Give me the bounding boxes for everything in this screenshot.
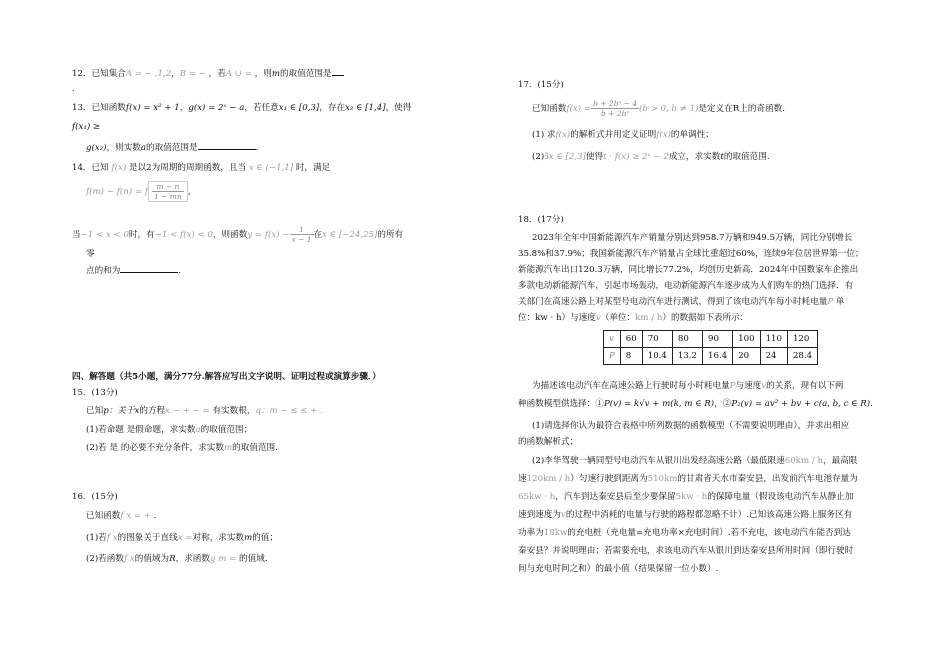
q17-odd: 是定义在R上的奇函数. [698, 104, 785, 114]
q18-para1-line6 [518, 312, 893, 325]
table-cell: 100 [733, 331, 760, 348]
q18-reserve: 5kw · h [675, 492, 708, 502]
q13-exists: ，存在 [319, 103, 346, 113]
q18-item2-line2 [518, 473, 893, 486]
q14-yfun: y = f(x) − [247, 230, 290, 240]
q14-interval: x ∈ [−24,25] [322, 230, 378, 240]
q14-line2-end: ， [187, 187, 197, 197]
q14-frac-den: 1 − mn [153, 192, 182, 201]
q15-item1-b: 是假命题，求实数 [126, 425, 196, 435]
q15-item2-b: 是 [109, 443, 119, 453]
q14-fx: f(x) [111, 163, 127, 173]
q14-line3 [72, 225, 492, 244]
q12-text: 12．已知集合 [72, 69, 126, 79]
table-cell: 110 [760, 331, 787, 348]
q17-item2 [518, 151, 893, 164]
table-cell: 8 [620, 348, 642, 365]
q12-m: m [271, 69, 281, 79]
q14-yfrac-num: 1 [290, 225, 314, 235]
q18-para2-a: 为描述该电动汽车在高速公路上行驶时每小时耗电量 [532, 381, 730, 391]
q18-item2-b: ，最高限 [823, 456, 858, 466]
q18-item2-line6: 秦安县？并说明理由；若需要充电，求该电动汽车从银川到达秦安县所用时间（即行驶时 [518, 546, 854, 556]
q14-in: 在 [313, 230, 323, 240]
q17-frac-den: b + 2bˣ [600, 109, 630, 118]
q18-para1-line3: 新能源汽车出口120.3万辆，同比增长77.2%，均创历史新高．2024年中国数家车企推出 [518, 265, 859, 275]
q17-frac-num: b + 2bˣ − 4 [593, 99, 637, 108]
q15-item1-var: a [195, 425, 201, 435]
q13-g-x2: g(x₂) [86, 143, 107, 153]
q18-item2-k: 的充电桩（充电量=充电功率×充电时间）.若不充电，该电动汽车能否到达 [567, 528, 851, 538]
q18-para2-end: . [870, 399, 873, 409]
q16-item2-a: (2)若函数 [86, 554, 124, 564]
q14-text2: 是以2为周期的周期函数，且当 [128, 163, 247, 173]
q18-P-symbol: P [827, 297, 834, 307]
q18-item2-g: 的保障电量（假设该电动汽车从静止加 [707, 492, 854, 502]
q14-sum: 点的和为 [86, 266, 121, 276]
q13-text3: 的取值范围是 [146, 143, 198, 153]
q16-item1-f: f x [106, 533, 118, 543]
q15-item2-c: 的必要不充分条件，求实数 [120, 443, 224, 453]
q17-item1 [518, 129, 893, 142]
q15-real-roots: 有实数根， [212, 406, 256, 416]
q16-end: ． [153, 511, 163, 521]
q14-frac-num: m − n [152, 182, 184, 192]
q15-line1 [72, 405, 492, 418]
q15-item2-var: m [224, 443, 233, 453]
q16-title: 16．(15分) [72, 492, 118, 502]
q17-line1 [518, 99, 893, 118]
q14-range: −1 < x < 0 [80, 230, 129, 240]
q13-a: a [140, 143, 147, 153]
q15-item2 [72, 442, 492, 455]
q18-item2-line5 [518, 527, 893, 540]
q16-item1 [72, 532, 492, 545]
q14-yfrac [290, 225, 314, 244]
q16-item2-d: 的值域. [239, 554, 268, 564]
q17-item1-c: 的单调性； [670, 130, 714, 140]
q16-given: 已知函数 [86, 511, 121, 521]
q17-item1-f2: f(x) [656, 130, 671, 140]
q18-para2-P: P [729, 381, 736, 391]
q13-x2: x₂ ∈ [1,4] [345, 103, 386, 113]
q14-yfrac-den: x − 1 [291, 235, 312, 244]
q16-fdef: f x = + [120, 511, 154, 521]
q18-para1-line2: 35.8%和37.9%；我国新能源汽车产销量占全球比重超过60%，连续9年位居世界第一位； [518, 249, 864, 259]
table-cell: 24 [760, 348, 787, 365]
q18-para2-d: 种函数模型供选择：① [518, 399, 604, 409]
q13-text: 13．已知函数 [72, 103, 126, 113]
q13-such-that: ，使得 [385, 103, 412, 113]
q13-end: . [255, 143, 259, 153]
q15-x: x [134, 406, 140, 416]
q16-item1-b: 的图象关于直线 [117, 533, 178, 543]
q18-para2-line1 [518, 380, 893, 393]
q15-item1 [72, 424, 492, 437]
q14-fraction [152, 182, 184, 201]
table-cell: 28.4 [787, 348, 817, 365]
q17-item2-d: 的取值范围. [723, 152, 770, 162]
q18-item2-a: (2)李华驾驶一辆同型号电动汽车从银川出发经高速公路（最低限速 [532, 456, 785, 466]
q12-if: ，若 [208, 69, 226, 79]
q16-item2 [72, 553, 492, 566]
q13-sep: ， [179, 103, 189, 113]
q18-unit-tail: 单 [835, 297, 845, 307]
q18-para1-line1: 2023年全年中国新能源汽车产销量分别达到958.7万辆和949.5万辆，同比分别增长 [532, 233, 853, 243]
q17-item2-a: (2) [532, 152, 545, 162]
q16-item1-c: 对称，求实数 [192, 533, 245, 543]
q18-vmin: 60km / h [784, 456, 823, 466]
q14-frac-frame [148, 181, 188, 202]
q18-model2: P₂(v) = av² + bv + c(a, b, c ∈ R) [731, 399, 871, 409]
q12-line2: . [72, 84, 75, 94]
q18-para2-v: v [761, 381, 767, 391]
q17-given: 已知函数 [532, 104, 567, 114]
q16-line1 [72, 510, 492, 523]
q16-item1-d: 的值； [252, 533, 279, 543]
q18-item2-e: 的甘肃省天水市秦安县，出发前汽车电池存量为 [677, 474, 858, 484]
q18-para1-line5-text: 关部门在高速公路上对某型号电动汽车进行测试，得到了该电动汽车每小时耗电量 [518, 297, 828, 307]
q14-ineq: −1 < f(x) < 0 [154, 230, 213, 240]
q17-item2-exists: ∃x ∈ [2,3] [544, 152, 586, 162]
q18-unit-kmh: km / h [635, 313, 663, 323]
q14-when: 当 [72, 230, 81, 240]
table-cell: 80 [672, 331, 702, 348]
q13-g: g(x) = 2ˣ − a [188, 103, 245, 113]
table-cell: 120 [787, 331, 817, 348]
q18-item2-h: 速到速度为 [518, 510, 561, 520]
q18-item2-line7: 间与充电时间之和）的最小值（结果保留一位小数）. [518, 564, 719, 574]
q18-data-table [603, 330, 818, 365]
q16-item2-f: f x [123, 554, 135, 564]
q18-model1: P(v) = k√v + m(k, m ∈ R) [603, 399, 715, 409]
q14-text: 14．已知 [72, 163, 109, 173]
q15-item2-a: (2)若 [86, 443, 107, 453]
q17-item1-f: f(x) [555, 130, 571, 140]
table-cell: 10.4 [642, 348, 672, 365]
q14-line1 [72, 162, 492, 175]
q16-item1-line: x = [177, 533, 193, 543]
q15-equation: x − + − = [165, 406, 213, 416]
q18-para2-b: 与速度 [735, 381, 762, 391]
q14-eq-lhs: f(m) − f(n) = f [86, 187, 148, 197]
q18-para1-line4: 多款电动新能源汽车，引起市场轰动，电动新能源汽车逐步成为人们购车的热门选择．有 [518, 281, 854, 291]
q18-para1-line5 [518, 296, 893, 309]
q13-answer-blank[interactable] [198, 140, 256, 150]
table-cell: 70 [642, 331, 672, 348]
table-cell: 20 [733, 348, 760, 365]
q13-line3 [72, 140, 492, 155]
q18-para2-c: 的关系，现有以下两 [766, 381, 844, 391]
q18-item1-line2: 的函数解析式； [518, 437, 579, 447]
q17-item2-ineq: t · f(x) ≥ 2ˣ − 2 [603, 152, 669, 162]
q18-unit-label: （单位： [600, 313, 636, 323]
q15-given: 已知 [86, 406, 104, 416]
q17-fx: f(x) = [566, 104, 592, 114]
q18-vmax: 120km / h [526, 474, 571, 484]
q18-dist: 510km [647, 474, 678, 484]
q12-ask: ，则 [254, 69, 272, 79]
q13-line2: f(x₁) ≥ [72, 122, 101, 132]
q15-eq-label: 的方程 [139, 406, 166, 416]
q13-f: f(x) = x² + 1 [125, 103, 180, 113]
q12-set-a: A = − ,1,2 [125, 69, 172, 79]
q13-text2: ，则实数 [106, 143, 141, 153]
q16-item2-g: g m = [210, 554, 240, 564]
q14-text3: 时，满足 [295, 163, 331, 173]
q16-item2-R: R [169, 554, 176, 564]
q18-item2-j: 功率为 [518, 528, 544, 538]
table-header-p: P [604, 348, 621, 365]
q18-item2-c: 速 [518, 474, 527, 484]
q18-item2-d: ）匀速行驶到距离为 [570, 474, 648, 484]
table-cell: 60 [620, 331, 642, 348]
q14-cond: x ∈ (−1,1] [248, 163, 294, 173]
table-row-v [604, 331, 818, 348]
table-cell: 13.2 [672, 348, 702, 365]
q18-table-intro: ）的数据如下表所示： [662, 313, 749, 323]
table-cell: 16.4 [703, 348, 733, 365]
q18-item2-f: ，汽车到达秦安县后至少要保留 [555, 492, 676, 502]
q18-battery: 65kw · h [518, 492, 556, 502]
q14-line2 [72, 181, 492, 202]
q15-item2-d: 的取值范围. [232, 443, 278, 453]
q15-q: q：m − ≤ ≤ + . [255, 406, 323, 416]
q16-item1-m: m [244, 533, 253, 543]
q12-set-b: B = − [179, 69, 209, 79]
q18-v-symbol: v [595, 313, 601, 323]
q12-condition: A ∪ = [225, 69, 255, 79]
q14-all: 的所有 [377, 230, 404, 240]
q14-then: ，则函数 [212, 230, 248, 240]
q12-line1 [72, 66, 492, 81]
q13-x1: x₁ ∈ [0,3] [278, 103, 320, 113]
table-header-v: v [604, 331, 621, 348]
q14-end: . [178, 266, 182, 276]
q15-title: 15．(13分) [72, 388, 118, 398]
q18-title: 18．(17分) [518, 215, 564, 225]
q18-item2-i: 的过程中消耗的电量与行驶的路程都忽略不计）.已知该高速公路上服务区有 [565, 510, 853, 520]
q13-any: ，若任意 [244, 103, 279, 113]
q13-line1 [72, 102, 492, 115]
q17-frac [591, 99, 639, 118]
q15-item1-a: (1)若命题 [86, 425, 124, 435]
q17-item2-b: 使得 [585, 152, 604, 162]
q18-power: 18kw [543, 528, 568, 538]
q17-title: 17．(15分) [518, 80, 564, 90]
q18-item2-line3 [518, 491, 893, 504]
q18-v-symbol2: v [560, 510, 566, 520]
q18-item1-line1: (1)请选择你认为最符合表格中所列数据的函数模型（不需要说明理由），并求出相应 [532, 421, 850, 431]
q18-item2-line4 [518, 509, 893, 522]
q18-para2-e: ，② [714, 399, 732, 409]
q17-item1-a: (1) 求 [532, 130, 556, 140]
q17-item1-b: 的解析式并用定义证明 [570, 130, 657, 140]
q15-p: p：关于 [103, 406, 135, 416]
q18-unit-kwh: 位：kw · h）与速度 [518, 313, 596, 323]
q14-have: 时，有 [128, 230, 155, 240]
q12-sep: ， [171, 69, 180, 79]
q14-line5 [72, 263, 492, 278]
q12-ask2: 的取值范围是 [280, 69, 332, 79]
table-cell: 90 [703, 331, 733, 348]
q12-answer-blank[interactable] [332, 66, 344, 76]
q16-item1-a: (1)若 [86, 533, 107, 543]
q16-item2-c: ，求函数 [175, 554, 210, 564]
q17-cond: (b > 0, b ≠ 1) [638, 104, 699, 114]
table-row-p [604, 348, 818, 365]
q17-item2-t: t [720, 152, 724, 162]
q17-item2-c: 成立，求实数 [668, 152, 721, 162]
q18-item2-line1 [518, 455, 893, 468]
section-heading: 四、解答题（共5小题，满分77分.解答应写出文字说明、证明过程或演算步骤．） [72, 372, 381, 382]
q14-answer-blank[interactable] [120, 263, 178, 273]
q16-item2-b: 的值域为 [134, 554, 170, 564]
q14-line4: 零 [86, 249, 95, 259]
q18-para2-line2 [518, 398, 893, 411]
q15-item1-c: 的取值范围； [200, 425, 253, 435]
